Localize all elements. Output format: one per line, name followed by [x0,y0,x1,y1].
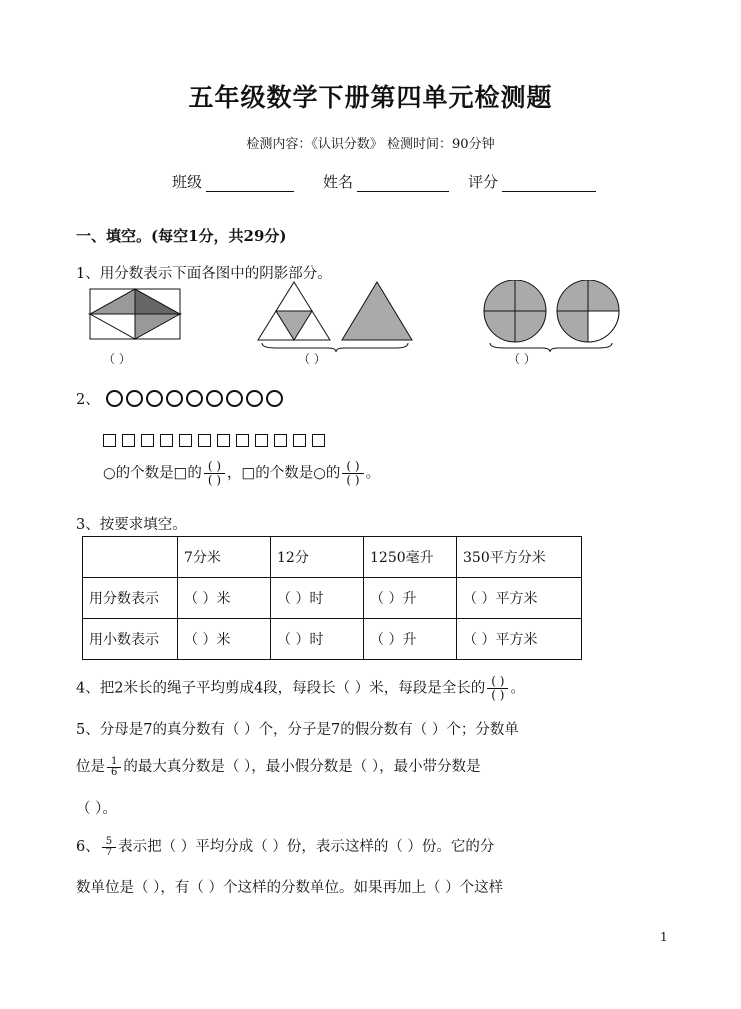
square-icon [103,434,116,447]
circle-row [76,388,286,409]
q2-fraction-blank-b[interactable]: $\frac{( )}{( )}$ [342,460,363,487]
conversion-table [82,536,582,660]
q2-text-a: ○的个数是□的 [103,465,202,482]
answer-cell[interactable]: （ ）时 [271,619,364,660]
square-icon [255,434,268,447]
name-blank[interactable] [357,175,449,192]
square-icon [141,434,154,447]
question-5-line-3: （ ）。 [76,801,117,817]
name-label: 姓名 [323,173,354,191]
circle-icon [186,390,203,407]
table-header: 7分米 [178,537,271,578]
page-number: 1 [660,930,668,944]
q2-fraction-blank-a[interactable]: $\frac{( )}{( )}$ [204,460,225,487]
question-6-line-2: 数单位是（ ），有（ ）个这样的分数单位。如果再加上（ ）个这样 [76,880,504,896]
circle-icon [166,390,183,407]
square-icon [198,434,211,447]
square-row [103,430,331,449]
figure-rect-triangles [88,287,182,343]
square-icon [236,434,249,447]
table-cell [83,537,178,578]
q1-blank-a[interactable]: （ ） [103,352,131,366]
section-heading: 一、填空。(每空1分，共29分) [76,227,287,245]
q5-text-a: 位是 [76,759,105,775]
row-label: 用小数表示 [83,619,178,660]
score-blank[interactable] [502,175,596,192]
question-2-label: 2、 [76,392,100,408]
question-2-answer-line [103,460,380,487]
subtitle: 检测内容：《认识分数》 检测时间：90分钟 [246,137,495,152]
score-field[interactable] [468,171,596,192]
q5-text-b: 的最大真分数是（ ），最小假分数是（ ），最小带分数是 [123,759,481,775]
question-1-text: 1、用分数表示下面各图中的阴影部分。 [76,266,332,282]
circle-icon [226,390,243,407]
answer-cell[interactable]: （ ）米 [178,619,271,660]
q1-blank-c[interactable]: （ ） [508,352,536,366]
circle-icon [146,390,163,407]
q4-text: 4、把2米长的绳子平均剪成4段，每段长（ ）米，每段是全长的 [76,680,486,697]
question-5-line-1: 5、分母是7的真分数有（ ）个，分子是7的假分数有（ ）个；分数单 [76,722,519,738]
figure-circles [480,280,624,354]
circle-icon [246,390,263,407]
q6-text: 表示把（ ）平均分成（ ）份，表示这样的（ ）份。它的分 [118,839,495,855]
table-header: 12分 [271,537,364,578]
answer-cell[interactable]: （ ）升 [364,578,457,619]
table-row [83,578,582,619]
score-label: 评分 [468,173,499,191]
class-field[interactable] [172,171,294,192]
answer-cell[interactable]: （ ）升 [364,619,457,660]
answer-cell[interactable]: （ ）时 [271,578,364,619]
q4-end: 。 [510,680,525,697]
table-header: 350平方分米 [457,537,582,578]
square-icon [312,434,325,447]
q4-fraction-blank[interactable]: $\frac{( )}{( )}$ [487,675,508,702]
question-3-text: 3、按要求填空。 [76,517,187,533]
page-title: 五年级数学下册第四单元检测题 [188,83,553,112]
question-6-line-1 [76,835,494,858]
answer-cell[interactable]: （ ）平方米 [457,578,582,619]
square-icon [293,434,306,447]
table-header: 1250毫升 [364,537,457,578]
question-5-line-2 [76,755,481,778]
table-row [83,619,582,660]
square-icon [160,434,173,447]
q1-blank-b[interactable]: （ ） [298,352,326,366]
question-4 [76,675,525,702]
table-header-row [83,537,582,578]
row-label: 用分数表示 [83,578,178,619]
class-label: 班级 [172,173,203,191]
square-icon [179,434,192,447]
answer-cell[interactable]: （ ）平方米 [457,619,582,660]
name-field[interactable] [323,171,449,192]
circle-icon [126,390,143,407]
circle-icon [206,390,223,407]
q5-fraction: $\frac{1}{6}$ [107,757,121,778]
class-blank[interactable] [206,175,294,192]
square-icon [122,434,135,447]
circle-icon [266,390,283,407]
q2-text-b: ，□的个数是○的 [227,465,341,482]
q6-fraction: $\frac{5}{7}$ [102,837,116,858]
square-icon [217,434,230,447]
answer-cell[interactable]: （ ）米 [178,578,271,619]
circle-icon [106,390,123,407]
q2-text-end: 。 [365,465,381,482]
figure-triangles [256,280,416,354]
q6-label: 6、 [76,839,100,855]
square-icon [274,434,287,447]
